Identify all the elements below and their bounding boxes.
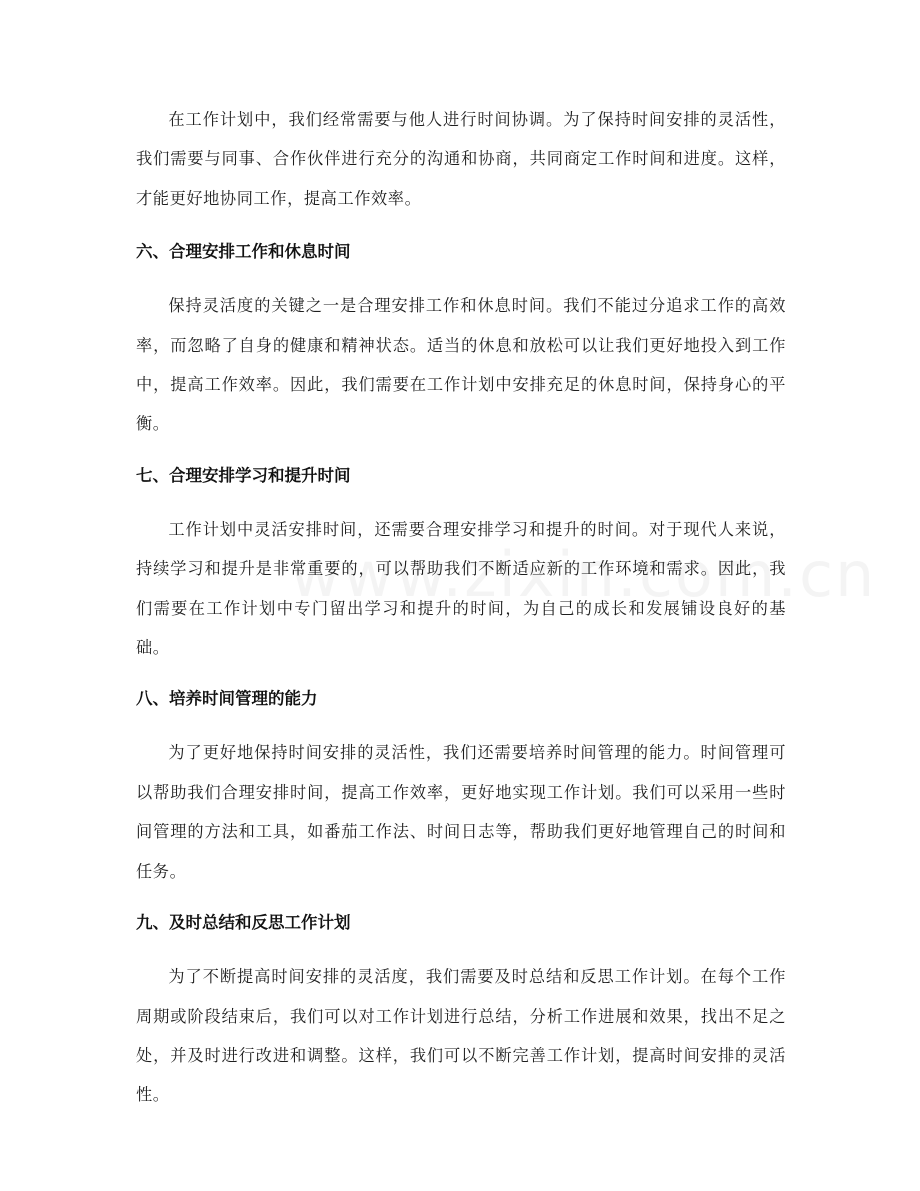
section-body-9: 为了不断提高时间安排的灵活度，我们需要及时总结和反思工作计划。在每个工作周期或阶段结束后，我们可以对工作计划进行总结，分析工作进展和效果，找出不足之处，并及时进行改进和调整。这样，我们可以不断完善工作计划，提高时间安排的灵活性。 [136, 967, 786, 1105]
section-heading-8: 八、培养时间管理的能力 [136, 689, 318, 709]
intro-paragraph: 在工作计划中，我们经常需要与他人进行时间协调。为了保持时间安排的灵活性，我们需要与同事、合作伙伴进行充分的沟通和协商，共同商定工作时间和进度。这样，才能更好地协同工作，提高工作效率。 [136, 110, 786, 208]
section-body-8: 为了更好地保持时间安排的灵活性，我们还需要培养时间管理的能力。时间管理可以帮助我们合理安排时间，提高工作效率，更好地实现工作计划。我们可以采用一些时间管理的方法和工具，如番茄工作法、时间日志等，帮助我们更好地管理自己的时间和任务。 [136, 743, 786, 881]
section-heading-7: 七、合理安排学习和提升时间 [136, 465, 351, 485]
section-heading-9: 九、及时总结和反思工作计划 [136, 913, 351, 933]
section-body-6: 保持灵活度的关键之一是合理安排工作和休息时间。我们不能过分追求工作的高效率，而忽略了自身的健康和精神状态。适当的休息和放松可以让我们更好地投入到工作中，提高工作效率。因此，我们需要在工作计划中安排充足的休息时间，保持身心的平衡。 [136, 296, 786, 434]
document-page [136, 100, 786, 1115]
section-body-7: 工作计划中灵活安排时间，还需要合理安排学习和提升的时间。对于现代人来说，持续学习和提升是非常重要的，可以帮助我们不断适应新的工作环境和需求。因此，我们需要在工作计划中专门留出学习和提升的时间，为自己的成长和发展铺设良好的基础。 [136, 519, 786, 658]
section-heading-6: 六、合理安排工作和休息时间 [136, 242, 351, 262]
